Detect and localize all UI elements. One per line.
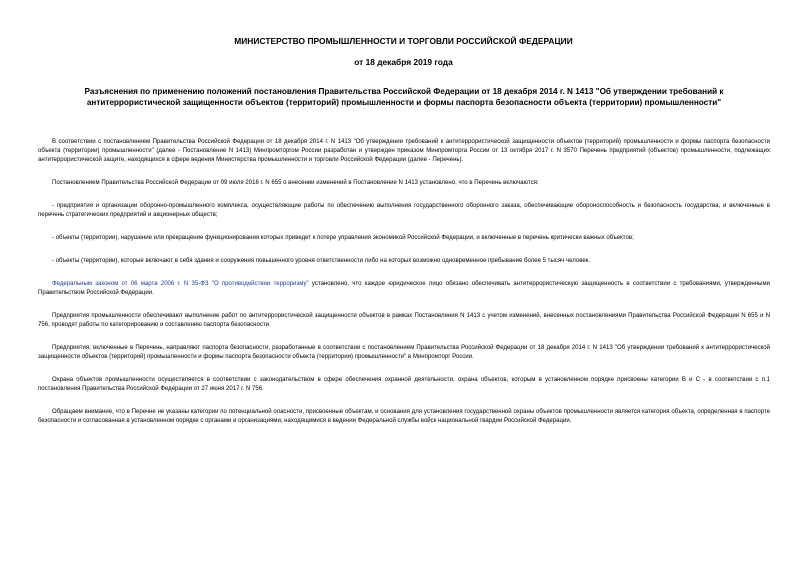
paragraph-1: В соответствии с постановлением Правительства Российской Федерации от 18 декабря 2014 г. N 1413 "Об утверждении требований к антитеррористической защищенности объектов (территорий) промышленности и формы паспорта безопасности объекта (территории) промышленности" (далее - Постановление N 1413) Минпромторгом России разработан и утвержден приказом Минпромторга России от 13 октября 2017 г. N 3570 Перечень предприятий (объектов) промышленности, подлежащих антитеррористической защите, находящихся в сфере ведения Министерства промышленности и торговли Российской Федерации (далее - Перечень). — [38, 139, 770, 163]
paragraph-3: - предприятия и организации оборонно-промышленного комплекса, осуществляющие работы по обеспечению выполнения государственного оборонного заказа, обеспечивающие обороноспособность и безопасность государства, и включенные в перечень стратегических предприятий и акционерных обществ; — [38, 203, 770, 218]
paragraph-9: Охрана объектов промышленности осуществляется в соответствии с законодательством в сфере обеспечения охранной деятельности, охрана объектов, которым в установленном порядке присвоены категории В и С - в соответствии с п.1 постановления Правительства Российской Федерации от 27 июня 2017 г. N 756. — [38, 377, 770, 393]
paragraph-2: Постановлением Правительства Российской Федерации от 09 июля 2016 г. N 655 о внесении изменений в Постановление N 1413 установлено, что в Перечень включаются: — [52, 179, 539, 186]
paragraph-10: Обращаем внимание, что в Перечне не указаны категории по потенциальной опасности, присвоенные объектам, и основания для установления государственной охраны объектов промышленности является категория объекта, определенная в паспорте безопасности и согласованная в установленном порядке с органами и организациями, находящимися в ведении Федеральной службы войск национальной гвардии Российской Федерации. — [38, 409, 770, 425]
document-body — [38, 138, 770, 440]
ministry-heading: МИНИСТЕРСТВО ПРОМЫШЛЕННОСТИ И ТОРГОВЛИ РОССИЙСКОЙ ФЕДЕРАЦИИ — [234, 36, 573, 46]
document-date: от 18 декабря 2019 года — [354, 57, 453, 67]
paragraph-5: - объекты (территории), которые включают в себя здания и сооружения повышенного уровня ответственности либо на которых возможно одновременное пребывание более 5 тысяч человек. — [52, 258, 591, 265]
paragraph-8: Предприятия, включенные в Перечень, направляют паспорта безопасности, разработанные в соответствии с постановлением Правительства Российской Федерации от 18 декабря 2014 г. N 1413 "Об утверждении требований к антитеррористической защищенности объектов (территорий) промышленности и формы паспорта безопасности объекта (территории) промышленности" в Минпромторг России. — [38, 345, 770, 361]
paragraph-6-text: установлено, что каждое юридическое лицо обязано обеспечивать антитеррористическую защищенность в соответствии с требованиями, утвержденными Правительством Российской Федерации. — [38, 281, 770, 297]
document-title: Разъяснения по применению положений постановления Правительства Российской Федерации от 18 декабря 2014 г. N 1413 "Об утверждении требований к антитеррористической защищенности объектов (территорий) промышленности и формы паспорта безопасности объекта (территории) промышленности" — [84, 87, 724, 107]
paragraph-4: - объекты (территории), нарушение или прекращение функционирования которых приведет к потере управления экономикой Российской Федерации, и включенные в перечень критически важных объектов; — [52, 235, 634, 241]
federal-law-link[interactable]: Федеральным законом от 06 марта 2006 г. N 35-ФЗ "О противодействии терроризму" — [52, 281, 309, 288]
paragraph-6 — [38, 280, 770, 298]
paragraph-7: Предприятия промышленности обеспечивают выполнение работ по антитеррористической защищенности объектов в рамках Постановления N 1413 с учетом изменений, внесенных постановлениями Правительства Российской Федерации N 655 и N 756, проводят работы по категорированию и составлению паспорта безопасности. — [38, 313, 770, 329]
